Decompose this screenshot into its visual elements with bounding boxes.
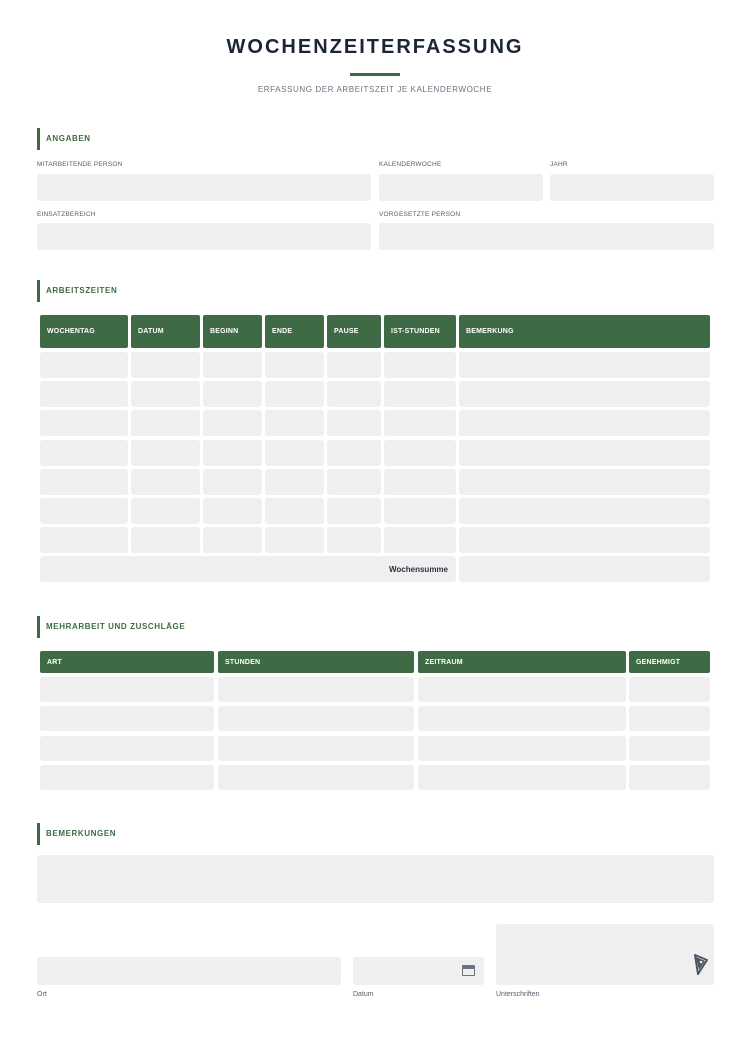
calendar-icon[interactable] [462, 965, 475, 976]
table-cell[interactable] [40, 352, 128, 378]
table-cell[interactable] [265, 498, 324, 524]
table-cell[interactable] [327, 469, 381, 495]
table-cell[interactable] [418, 765, 626, 790]
table-cell[interactable] [459, 352, 710, 378]
table-cell[interactable] [265, 352, 324, 378]
label-datum: Datum [353, 991, 374, 998]
table-cell[interactable] [40, 527, 128, 553]
table-cell[interactable] [459, 527, 710, 553]
table-cell[interactable] [384, 440, 456, 466]
table-cell[interactable] [131, 440, 200, 466]
table-cell[interactable] [40, 765, 214, 790]
table-cell[interactable] [629, 677, 710, 702]
table-cell[interactable] [40, 677, 214, 702]
table-cell[interactable] [203, 381, 262, 407]
table-cell[interactable] [459, 381, 710, 407]
unterschriften-field[interactable] [496, 924, 714, 985]
table-cell[interactable] [40, 381, 128, 407]
label-vorgesetzte-person: VORGESETZTE PERSON [379, 211, 461, 218]
table-cell[interactable] [629, 706, 710, 731]
vorgesetzte-person-field[interactable] [379, 223, 714, 250]
wochensumme-label: Wochensumme [389, 565, 448, 575]
table-cell[interactable] [131, 498, 200, 524]
pen-nib-icon [692, 953, 710, 977]
column-header-bemerkung: BEMERKUNG [459, 315, 710, 348]
table-cell[interactable] [218, 677, 414, 702]
table-cell[interactable] [327, 527, 381, 553]
einsatzbereich-field[interactable] [37, 223, 371, 250]
table-cell[interactable] [384, 469, 456, 495]
ort-field[interactable] [37, 957, 341, 985]
table-cell[interactable] [218, 706, 414, 731]
table-cell[interactable] [459, 498, 710, 524]
title-underline [350, 73, 400, 76]
table-cell[interactable] [203, 410, 262, 436]
table-cell[interactable] [459, 440, 710, 466]
column-header-zeitraum: ZEITRAUM [418, 651, 626, 673]
column-header-stunden: STUNDEN [218, 651, 414, 673]
bemerkungen-textarea[interactable] [37, 855, 714, 903]
table-cell[interactable] [40, 410, 128, 436]
table-cell[interactable] [418, 736, 626, 761]
label-kalenderwoche: KALENDERWOCHE [379, 161, 442, 168]
table-cell[interactable] [40, 736, 214, 761]
table-cell[interactable] [418, 706, 626, 731]
table-cell[interactable] [203, 352, 262, 378]
column-header-wochentag: WOCHENTAG [40, 315, 128, 348]
table-cell[interactable] [131, 352, 200, 378]
table-cell[interactable] [203, 469, 262, 495]
table-cell[interactable] [327, 440, 381, 466]
table-cell[interactable] [384, 527, 456, 553]
table-cell[interactable] [418, 677, 626, 702]
column-header-datum: DATUM [131, 315, 200, 348]
table-cell[interactable] [131, 381, 200, 407]
table-cell[interactable] [384, 410, 456, 436]
table-cell[interactable] [459, 410, 710, 436]
column-header-genehmigt: GENEHMIGT [629, 651, 710, 673]
table-cell[interactable] [40, 440, 128, 466]
column-header-pause: PAUSE [327, 315, 381, 348]
table-cell[interactable] [327, 498, 381, 524]
table-cell[interactable] [131, 469, 200, 495]
table-cell[interactable] [265, 469, 324, 495]
table-cell[interactable] [384, 498, 456, 524]
label-einsatzbereich: EINSATZBEREICH [37, 211, 96, 218]
wochensumme-value-field[interactable] [459, 556, 710, 582]
column-header-ende: ENDE [265, 315, 324, 348]
table-cell[interactable] [40, 498, 128, 524]
table-cell[interactable] [218, 765, 414, 790]
table-cell[interactable] [265, 410, 324, 436]
table-cell[interactable] [327, 410, 381, 436]
column-header-art: ART [40, 651, 214, 673]
kalenderwoche-field[interactable] [379, 174, 543, 201]
page-title: WOCHENZEITERFASSUNG [226, 36, 524, 58]
table-cell[interactable] [629, 736, 710, 761]
label-jahr: JAHR [550, 161, 568, 168]
column-header-beginn: BEGINN [203, 315, 262, 348]
jahr-field[interactable] [550, 174, 714, 201]
table-cell[interactable] [459, 469, 710, 495]
table-cell[interactable] [203, 498, 262, 524]
table-cell[interactable] [629, 765, 710, 790]
table-cell[interactable] [131, 527, 200, 553]
label-unterschriften: Unterschriften [496, 991, 540, 998]
table-cell[interactable] [218, 736, 414, 761]
section-heading-angaben: ANGABEN [37, 128, 91, 150]
section-heading-arbeitszeiten: ARBEITSZEITEN [37, 280, 117, 302]
table-cell[interactable] [384, 352, 456, 378]
table-cell[interactable] [40, 469, 128, 495]
label-mitarbeitende-person: MITARBEITENDE PERSON [37, 161, 123, 168]
label-ort: Ort [37, 991, 47, 998]
table-cell[interactable] [265, 440, 324, 466]
table-cell[interactable] [327, 352, 381, 378]
page-subtitle: ERFASSUNG DER ARBEITSZEIT JE KALENDERWOCHE [257, 85, 493, 94]
section-heading-mehrarbeit: MEHRARBEIT UND ZUSCHLÄGE [37, 616, 185, 638]
table-cell[interactable] [203, 527, 262, 553]
section-heading-bemerkungen: BEMERKUNGEN [37, 823, 116, 845]
table-cell[interactable] [203, 440, 262, 466]
table-cell[interactable] [265, 381, 324, 407]
table-cell[interactable] [131, 410, 200, 436]
table-cell[interactable] [327, 381, 381, 407]
mitarbeitende-person-field[interactable] [37, 174, 371, 201]
table-cell[interactable] [40, 706, 214, 731]
table-cell[interactable] [265, 527, 324, 553]
column-header-ist-stunden: IST-STUNDEN [384, 315, 456, 348]
table-cell[interactable] [384, 381, 456, 407]
